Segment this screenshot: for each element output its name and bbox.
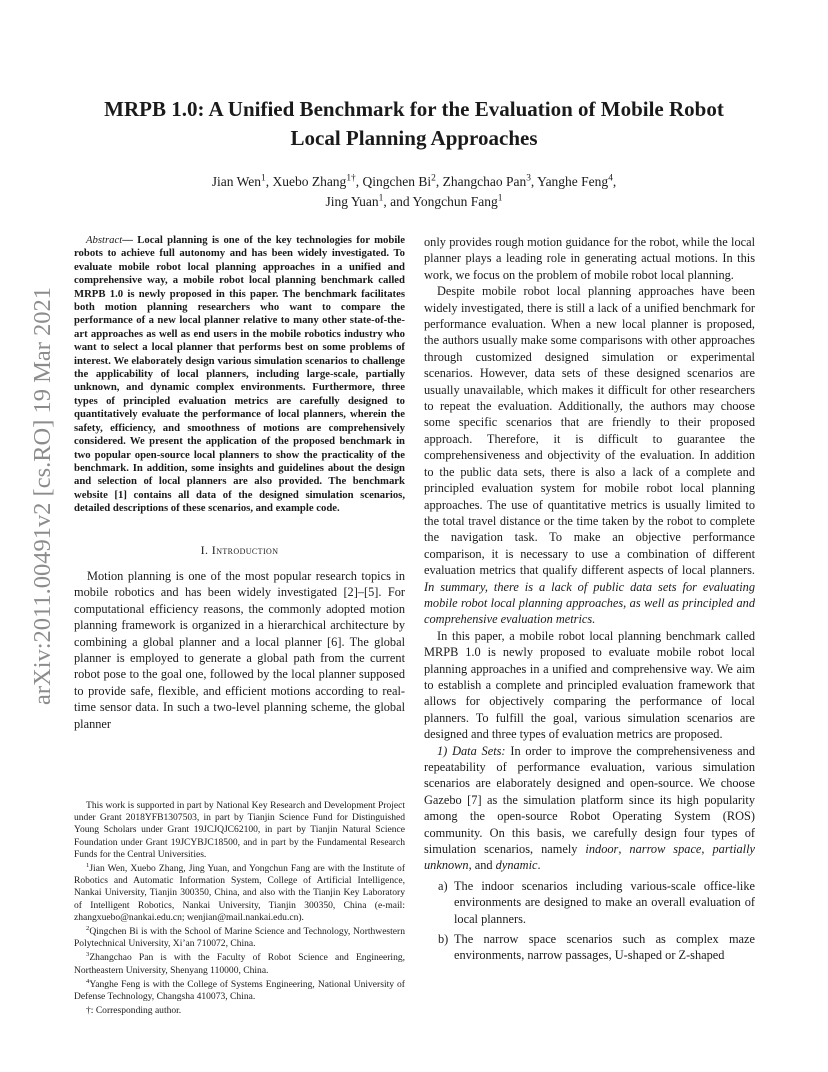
abstract-lead: Abstract [86,234,123,246]
data-sets-paragraph [424,743,755,874]
abstract-dash: — [122,234,138,246]
right-column [424,234,755,968]
author-name: , Zhangchao Pan [435,174,527,189]
author-affiliation: 1 [497,193,503,204]
section-title: I. Introduction [200,542,279,557]
paragraph-text: In order to improve the comprehensiveness and repeatability of performance evaluation, various simulation scenarios are elaborately designed and open-source. We choose Gazebo [7] as the simulation platform since its high popularity among the open-source Robot Operating System (ROS) community. On this basis, we carefully design four types of simulation scenarios, namely [424,743,756,857]
author-affiliation: 4 [608,173,613,184]
footnote-text: Jian Wen, Xuebo Zhang, Jing Yuan, and Yongchun Fang are with the Institute of Robotics and Automatic Information System, College of Artificial Intelligence, Nankai University, Tianjin 300350, China, and also with the Tianjin Key Laboratory of Intelligent Robotics, Nankai University, Tianjin 300350, China (e-mail: zhangxuebo@nankai.edu.cn; wenjian@mail.nankai.edu.cn). [74,863,405,923]
right-paragraph-2 [424,283,755,628]
arxiv-margin-stamp [8,285,64,705]
author-name: , Qingchen Bi [355,174,432,189]
arxiv-stamp-text: arXiv:2011.00491v2 [cs.RO] 19 Mar 2021 [29,286,56,705]
title-line-1: MRPB 1.0: A Unified Benchmark for the Evaluation of Mobile Robot [104,97,724,121]
scenario-term: narrow space [629,842,702,857]
paragraph-text: Despite mobile robot local planning approaches have been widely investigated, there is still a lack of a unified benchmark for performance evaluation. When a new local planner is proposed, the authors usually make some comparisons with other approaches through customized designed simulation or experimental scenarios. However, data sets of these designed scenarios are usually unavailable, which makes it difficult for other researchers to repeat the evaluation. Additionally, the authors may choose some specific scenarios that are friendly to their proposed approach. Therefore, it is difficult to guarantee the comprehensiveness and objectivity of the evaluation. In addition to the public data sets, there is also a lack of a complete and principled evaluation system for mobile robot local planning approaches. The use of quantitative metrics is usually limited to the total travel distance or the time taken by the robot to complete the navigation task. To make an objective performance comparison, it is necessary to use a combination of different evaluation metrics that qualify different aspects of local planners. [424,284,755,578]
list-label: b) [438,932,449,947]
authors-line-2 [60,192,768,212]
author-name: Jian Wen [211,174,261,189]
list-text: The narrow space scenarios such as complex maze environments, narrow passages, U-shaped or Z-shaped [454,932,755,963]
paragraph-text: , and [468,858,496,873]
footnote-affiliation-1 [74,863,405,924]
paragraph-text: , [701,842,713,857]
author-separator: , [612,174,617,189]
scenario-term: partially unknown [424,842,756,873]
arxiv-stamp-svg [8,285,64,705]
list-item [424,931,755,964]
footnote-mark: 1 [86,861,90,869]
paragraph-text: . [537,858,541,873]
footnote-corresponding: †: Corresponding author. [86,1005,182,1017]
author-affiliation: 1† [346,173,356,184]
scenario-term: dynamic [495,858,538,873]
footnote-mark: 4 [86,977,90,985]
author-affiliation: 3 [526,173,531,184]
paragraph-text: , [618,842,630,857]
paper-title [60,95,768,153]
author-name: Jing Yuan [325,194,379,209]
intro-paragraph-1: Motion planning is one of the most popular research topics in mobile robotics and has been widely investigated [2]–[5]. For computational efficiency reasons, the commonly adopted motion planning framework is organized in a hierarchical architecture by combining a global planner and a local planner [6]. The global planner is employed to generate a global path from the current robot pose to the goal one, followed by the local planner supposed to provide safe, flexible, and efficient motions according to real-time sensor data. In such a two-level planning scheme, the global planner [74,568,405,731]
author-affiliation: 2 [431,173,436,184]
footnote-mark: 3 [86,951,90,959]
author-name: , Xuebo Zhang [265,174,347,189]
footnote-affiliation-4 [74,979,405,1003]
subsection-label: 1) Data Sets: [437,743,506,758]
footnote-mark: 2 [86,924,90,932]
footnote-affiliation-3 [74,952,405,976]
footnote-text: Yanghe Feng is with the College of Systems Engineering, National University of Defense Technology, Changsha 410073, China. [74,978,405,1003]
author-name: , and Yongchun Fang [383,194,498,209]
footnote-text: Qingchen Bi is with the School of Marine Science and Technology, Northwestern Polytechnical University, Xi’an 710072, China. [74,926,405,950]
footnotes [74,800,405,1019]
authors-line-1 [60,172,768,192]
list-label: a) [438,878,448,893]
author-affiliation: 1 [260,173,266,184]
right-paragraph-1: only provides rough motion guidance for the robot, while the local planner plays a leading role in generating actual motions. In this work, we focus on the problem of mobile robot local planning. [424,235,755,282]
author-list [60,172,768,212]
title-line-2: Local Planning Approaches [290,126,538,150]
author-affiliation: 1 [378,193,384,204]
footnote-funding: This work is supported in part by National Key Research and Development Project under Grant 2018YFB1307503, in part by Tianjin Science Fund for Distinguished Young Scholars under Grant 19JCJQJC62100, in part by Tianjin Natural Science Foundation under Grant 19JCYBJC18500, and in part by the Fundamental Research Funds for the Central Universities. [74,800,405,860]
paragraph-emphasis: In summary, there is a lack of public data sets for evaluating mobile robot local planning approaches, as well as principled and comprehensive evaluation metrics. [424,579,755,627]
list-item [424,878,755,927]
left-column [74,234,405,732]
section-heading-introduction [74,542,405,558]
abstract-text: Local planning is one of the key technologies for mobile robots to achieve full autonomy and has been widely investigated. To evaluate mobile robot local planning approaches in a unified and comprehensive way, a mobile robot local planning benchmark called MRPB 1.0 is newly proposed in this paper. The benchmark facilitates both motion planning researchers who want to compare the performance of a new local planner relative to many other state-of-the-art approaches as well as end users in the mobile robotics industry who want to select a local planner that performs best on some problems of interest. We elaborately design various simulation scenarios to challenge the applicability of local planners, including large-scale, partially unknown, and dynamic complex environments. Furthermore, three types of principled evaluation metrics are carefully designed to quantitatively evaluate the performance of local planners, wherein the safety, efficiency, and smoothness of motions are comprehensively considered. We present the application of the proposed benchmark in two popular open-source local planners to show the practicality of the benchmark. In addition, some insights and guidelines about the design and selection of local planners are also provided. The benchmark website [1] contains all data of the designed simulation scenarios, detailed descriptions of these scenarios, and example code. [74,234,406,515]
abstract [74,234,405,516]
scenario-list [424,878,755,964]
footnote-affiliation-2 [74,926,405,950]
list-text: The indoor scenarios including various-scale office-like environments are designed to make an overall evaluation of local planners. [454,878,755,926]
right-paragraph-3: In this paper, a mobile robot local planning benchmark called MRPB 1.0 is newly proposed to evaluate mobile robot local planning approaches in a unified and comprehensive way. We aim to establish a complete and principled evaluation framework that allows for objectively comparing the performance of local planners. To fulfill the goal, various simulation scenarios are designed and three types of evaluation metrics are proposed. [424,628,755,742]
author-name: , Yanghe Feng [530,174,609,189]
footnote-text: Zhangchao Pan is with the Faculty of Robot Science and Engineering, Northeastern University, Shenyang 110000, China. [74,952,405,976]
scenario-term: indoor [585,842,619,857]
